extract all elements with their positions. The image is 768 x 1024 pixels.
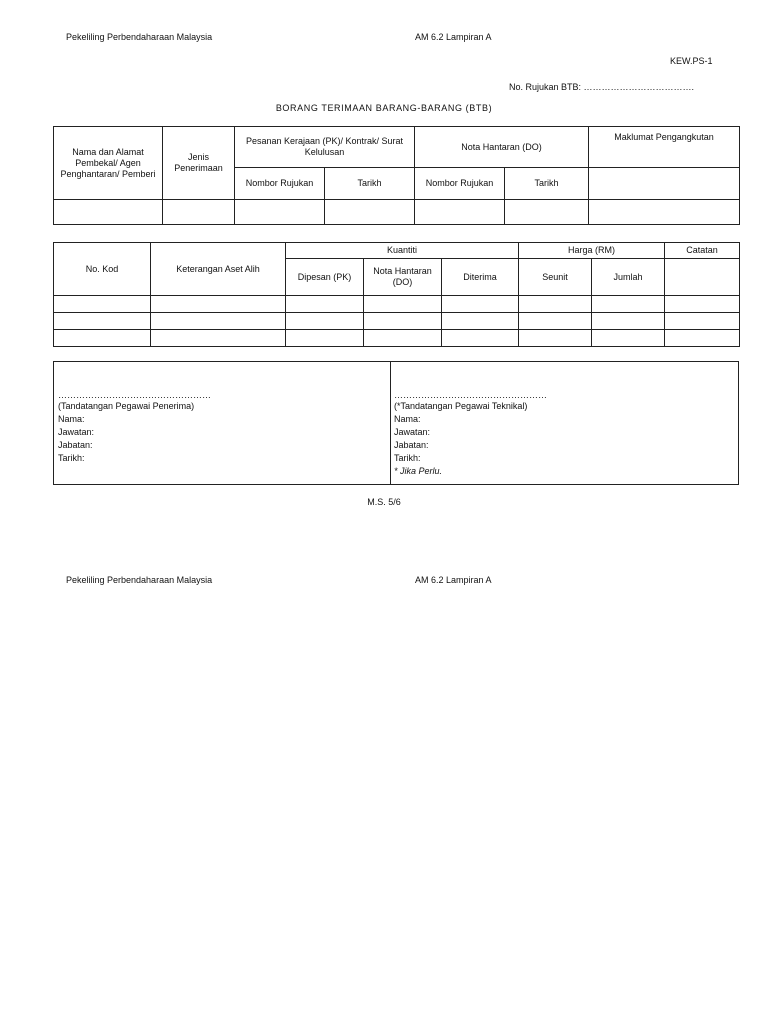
delivery-date-header: Tarikh: [505, 168, 589, 200]
receipt-type-entry-cell[interactable]: [163, 200, 235, 225]
delivery-note-header: Nota Hantaran (DO): [415, 127, 589, 168]
price-header: Harga (RM): [519, 243, 665, 259]
remarks-header: Catatan: [665, 243, 740, 259]
technical-officer-caption: (*Tandatangan Pegawai Teknikal): [394, 401, 528, 411]
unit-cell[interactable]: [519, 296, 592, 313]
received-cell[interactable]: [442, 313, 519, 330]
btb-reference: No. Rujukan BTB: ……………………………….: [509, 82, 695, 92]
technical-officer-position-label: Jawatan:: [394, 427, 431, 437]
table-row: [54, 296, 740, 313]
ordered-cell[interactable]: [286, 330, 364, 347]
quantity-header: Kuantiti: [286, 243, 519, 259]
remarks-cell[interactable]: [665, 313, 740, 330]
next-page-header-left: Pekeliling Perbendaharaan Malaysia: [66, 575, 213, 585]
asset-description-header: Keterangan Aset Alih: [151, 243, 286, 296]
order-ref-number-header: Nombor Rujukan: [235, 168, 325, 200]
remarks-cell[interactable]: [665, 296, 740, 313]
transport-entry-cell[interactable]: [589, 200, 740, 225]
technical-officer-department-label: Jabatan:: [394, 440, 429, 450]
item-code-cell[interactable]: [54, 330, 151, 347]
total-cell[interactable]: [592, 330, 665, 347]
order-ref-entry-cell[interactable]: [235, 200, 325, 225]
do-cell[interactable]: [364, 296, 442, 313]
order-date-header: Tarikh: [325, 168, 415, 200]
ordered-cell[interactable]: [286, 296, 364, 313]
technical-officer-date-label: Tarikh:: [394, 453, 421, 463]
signature-box: [53, 361, 739, 485]
item-code-cell[interactable]: [54, 313, 151, 330]
ordered-cell[interactable]: [286, 313, 364, 330]
table-row: [54, 330, 740, 347]
do-cell[interactable]: [364, 313, 442, 330]
technical-officer-signature: [394, 390, 547, 512]
order-header: Pesanan Kerajaan (PK)/ Kontrak/ Surat Kelulusan: [235, 127, 415, 168]
technical-officer-name-label: Nama:: [394, 414, 421, 424]
unit-price-header: Seunit: [519, 259, 592, 296]
receipt-info-table: [53, 126, 740, 225]
receiving-officer-position-label: Jawatan:: [58, 427, 95, 437]
item-code-header: No. Kod: [54, 243, 151, 296]
receiving-officer-caption: (Tandatangan Pegawai Penerima): [58, 401, 195, 411]
received-cell[interactable]: [442, 330, 519, 347]
total-cell[interactable]: [592, 296, 665, 313]
transport-info-header: Maklumat Pengangkutan: [589, 127, 740, 168]
supplier-entry-cell[interactable]: [54, 200, 163, 225]
doc-header-left: Pekeliling Perbendaharaan Malaysia: [66, 32, 213, 42]
page-number: M.S. 5/6: [367, 497, 401, 507]
supplier-header: Nama dan Alamat Pembekal/ Agen Penghantaran/ Pemberi: [54, 127, 163, 200]
form-code: KEW.PS-1: [670, 56, 713, 66]
receiving-officer-signature: [58, 390, 211, 512]
doc-header-center: AM 6.2 Lampiran A: [415, 32, 492, 42]
delivery-date-entry-cell[interactable]: [505, 200, 589, 225]
description-cell[interactable]: [151, 313, 286, 330]
do-cell[interactable]: [364, 330, 442, 347]
receiving-officer-name-label: Nama:: [58, 414, 85, 424]
remarks-subcell: [665, 259, 740, 296]
form-title: BORANG TERIMAAN BARANG-BARANG (BTB): [275, 103, 493, 113]
receiving-officer-date-label: Tarikh:: [58, 453, 85, 463]
received-cell[interactable]: [442, 296, 519, 313]
unit-cell[interactable]: [519, 330, 592, 347]
total-price-header: Jumlah: [592, 259, 665, 296]
next-page-header-center: AM 6.2 Lampiran A: [415, 575, 492, 585]
transport-info-cell: [589, 168, 740, 200]
total-cell[interactable]: [592, 313, 665, 330]
qty-ordered-header: Dipesan (PK): [286, 259, 364, 296]
delivery-ref-number-header: Nombor Rujukan: [415, 168, 505, 200]
qty-received-header: Diterima: [442, 259, 519, 296]
table-row: [54, 313, 740, 330]
description-cell[interactable]: [151, 330, 286, 347]
receipt-type-header: Jenis Penerimaan: [163, 127, 235, 200]
signature-line[interactable]: ……………………………………………: [394, 390, 547, 400]
signature-divider: [390, 362, 391, 484]
order-date-entry-cell[interactable]: [325, 200, 415, 225]
qty-delivery-note-header: Nota Hantaran (DO): [364, 259, 442, 296]
asset-items-table: [53, 242, 740, 347]
receiving-officer-department-label: Jabatan:: [58, 440, 93, 450]
description-cell[interactable]: [151, 296, 286, 313]
if-required-note: * Jika Perlu.: [394, 466, 443, 476]
signature-line[interactable]: ……………………………………………: [58, 390, 211, 400]
delivery-ref-entry-cell[interactable]: [415, 200, 505, 225]
remarks-cell[interactable]: [665, 330, 740, 347]
item-code-cell[interactable]: [54, 296, 151, 313]
unit-cell[interactable]: [519, 313, 592, 330]
